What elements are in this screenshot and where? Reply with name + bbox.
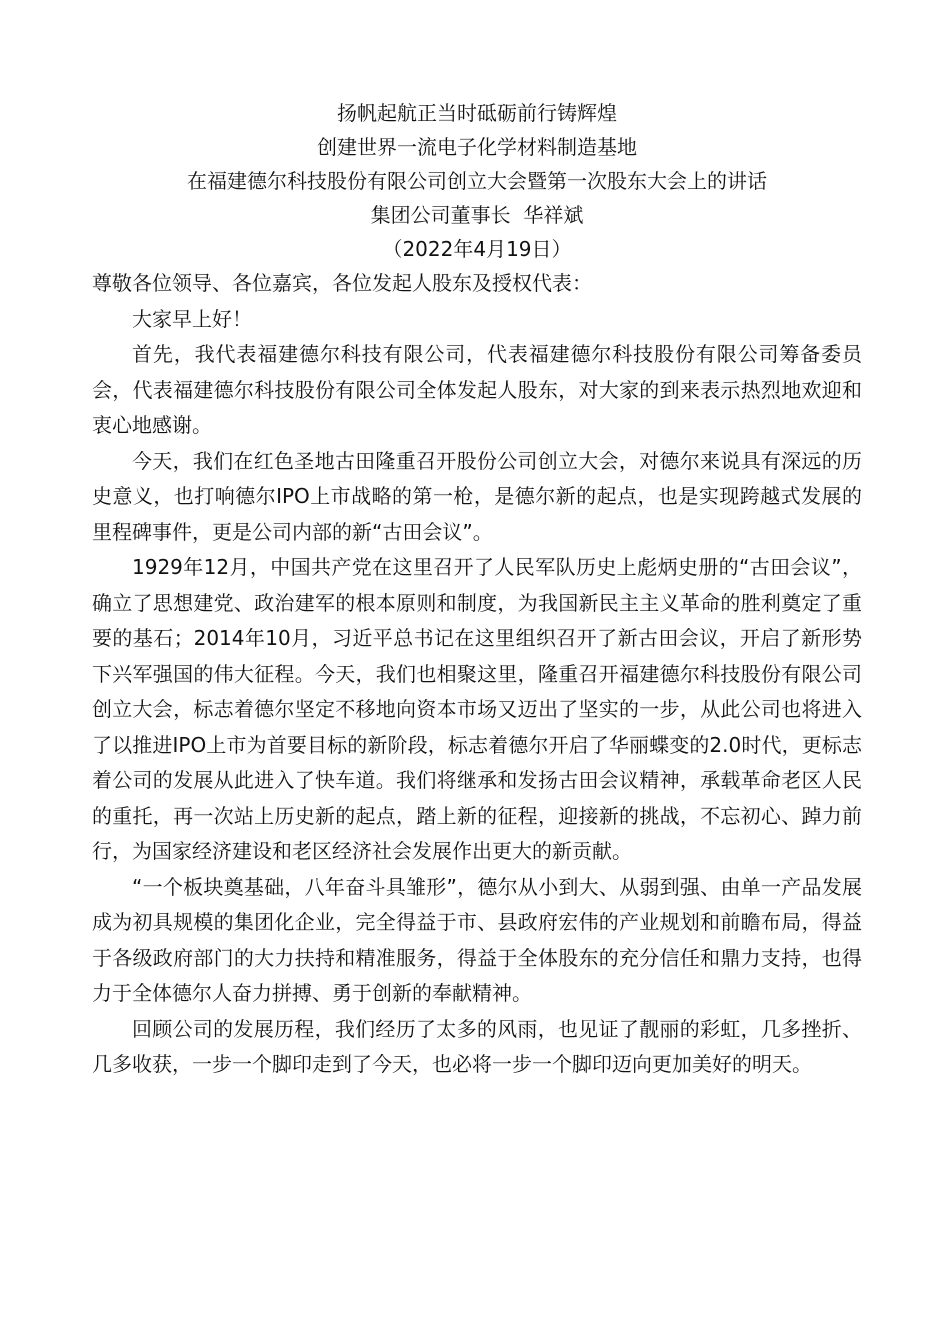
paragraph-significance: 今天，我们在红色圣地古田隆重召开股份公司创立大会，对德尔来说具有深远的历史意义，也打响德尔IPO上市战略的第一枪，是德尔新的起点，也是实现跨越式发展的里程碑事件，更是公司内部的新“古田会议”。 [92, 448, 862, 544]
speech-occasion: 在福建德尔科技股份有限公司创立大会暨第一次股东大会上的讲话 [187, 169, 767, 193]
paragraph-gutian-history: 1929年12月，中国共产党在这里召开了人民军队历史上彪炳史册的“古田会议”，确立了思想建党、政治建军的根本原则和制度，为我国新民主主义革命的胜利奠定了重要的基石；2014年10月，习近平总书记在这里组织召开了新古田会议，开启了新形势下兴军强国的伟大征程。今天，我们也相聚这里，隆重召开福建德尔科技股份有限公司创立大会，标志着德尔坚定不移地向资本市场又迈出了坚实的一步，从此公司也将进入了以推进IPO上市为首要目标的新阶段，标志着德尔开启了华丽蝶变的2.0时代，更标志着公司的发展从此进入了快车道。我们将继承和发扬古田会议精神，承载革命老区人民的重托，再一次站上历史新的起点，踏上新的征程，迎接新的挑战，不忘初心、踔力前行，为国家经济建设和老区经济社会发展作出更大的新贡献。 [92, 555, 862, 863]
speech-body [92, 266, 862, 1083]
paragraph-growth: “一个板块奠基础，八年奋斗具雏形”，德尔从小到大、从弱到强、由单一产品发展成为初具规模的集团化企业，完全得益于市、县政府宏伟的产业规划和前瞻布局，得益于各级政府部门的大力扶持和精准服务，得益于全体股东的充分信任和鼎力支持，也得力于全体德尔人奋力拼搏、勇于创新的奉献精神。 [92, 874, 862, 1005]
paragraph-review: 回顾公司的发展历程，我们经历了太多的风雨，也见证了靓丽的彩虹，几多挫折、几多收获，一步一个脚印走到了今天，也必将一步一个脚印迈向更加美好的明天。 [92, 1016, 862, 1076]
salutation: 尊敬各位领导、各位嘉宾，各位发起人股东及授权代表： [92, 271, 592, 295]
subtitle: 创建世界一流电子化学材料制造基地 [317, 135, 637, 159]
paragraph-greeting: 大家早上好！ [132, 306, 252, 331]
title-block [92, 96, 862, 266]
main-title: 扬帆起航正当时砥砺前行铸辉煌 [337, 101, 617, 125]
speech-date: （2022年4月19日） [382, 237, 572, 261]
paragraph-welcome: 首先，我代表福建德尔科技有限公司，代表福建德尔科技股份有限公司筹备委员会，代表福建德尔科技股份有限公司全体发起人股东，对大家的到来表示热烈地欢迎和衷心地感谢。 [92, 342, 862, 437]
speaker: 集团公司董事长 华祥斌 [370, 203, 584, 227]
